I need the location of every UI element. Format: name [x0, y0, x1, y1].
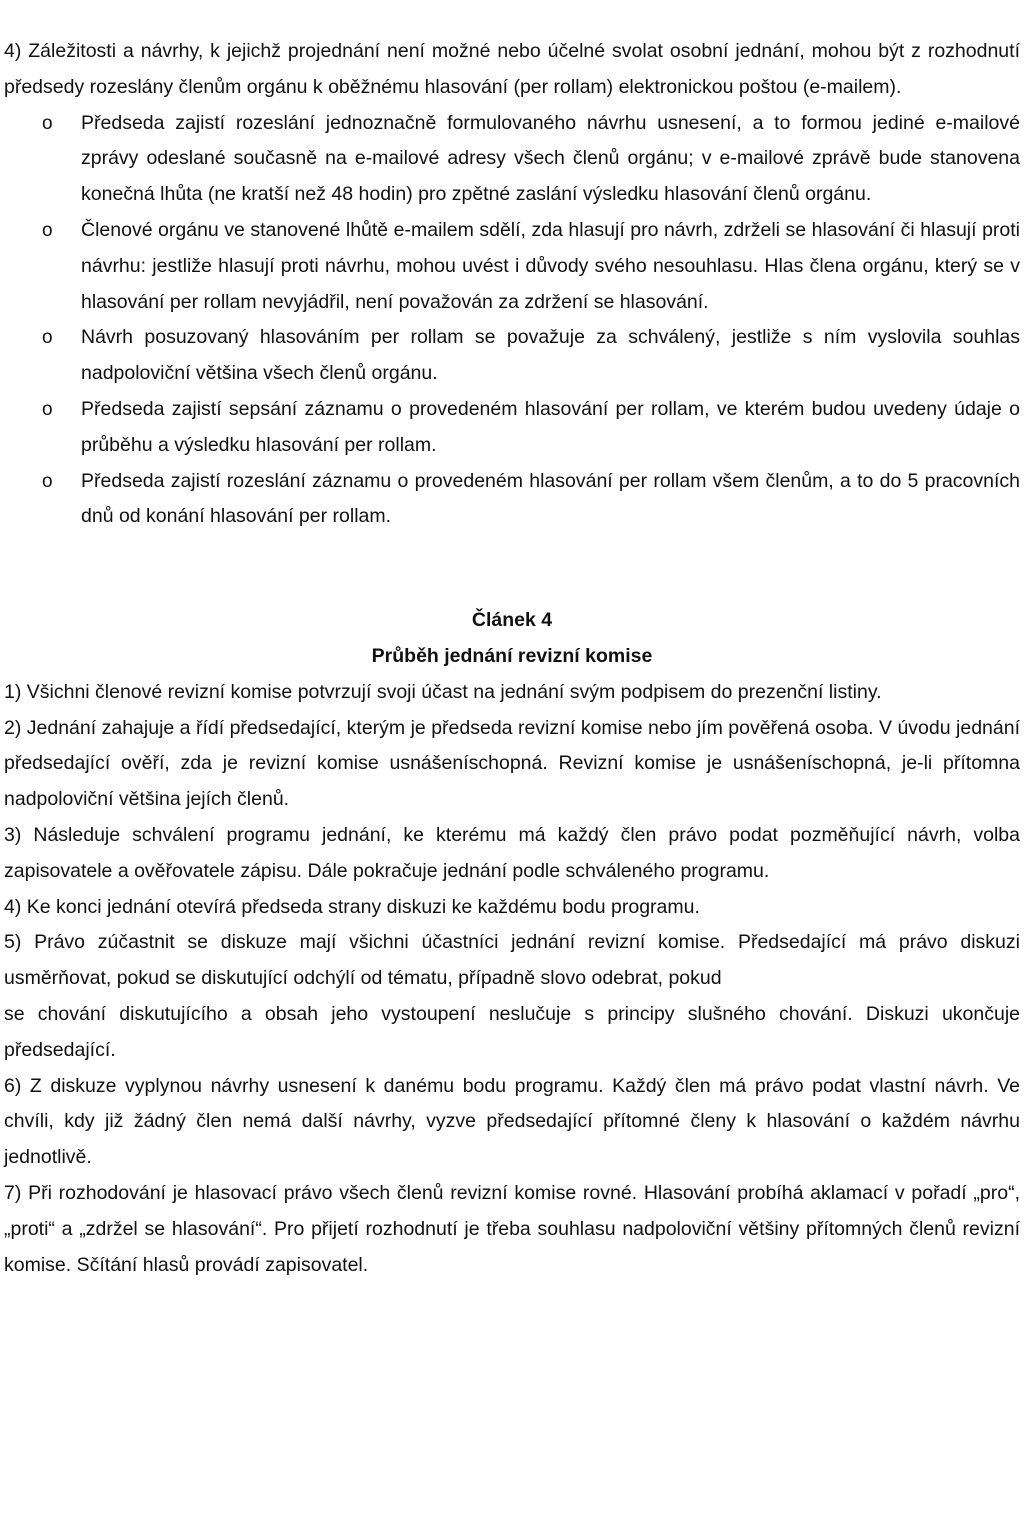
- bullet-text: Předseda zajistí rozeslání záznamu o provedeném hlasování per rollam všem členům, a to do 5 pracovních dnů od konání hlasování per rollam.: [81, 469, 1020, 528]
- article-paragraph-3: 3) Následuje schválení programu jednání, ke kterému má každý člen právo podat pozměňující návrh, volba zapisovatele a ověřovatele zápisu. Dále pokračuje jednání podle schváleného programu.: [4, 823, 1020, 882]
- article-number: Článek 4: [471, 609, 553, 632]
- bullet-item-3: [4, 320, 1020, 392]
- article-paragraph-6: 6) Z diskuze vyplynou návrhy usnesení k danému bodu programu. Každý člen má právo podat vlastní návrh. Ve chvíli, kdy již žádný člen nemá další návrhy, vyzve předsedající přítomné členy k hlasování o každém návrhu jednotlivě.: [4, 1074, 1020, 1169]
- bullet-text: Členové orgánu ve stanovené lhůtě e-mailem sdělí, zda hlasují pro návrh, zdrželi se hlasování či hlasují proti návrhu: jestliže hlasují proti návrhu, mohou uvést i důvody svého nesouhlasu. Hlas člena orgánu, který se v hlasování per rollam nevyjádřil, není považován za zdržení se hlasování.: [81, 218, 1020, 313]
- bullet-item-2: [4, 213, 1020, 320]
- document-page: [4, 34, 1020, 1283]
- article-paragraph-5: 5) Právo zúčastnit se diskuze mají všichni účastníci jednání revizní komise. Předsedající má právo diskuzi usměrňovat, pokud se diskutující odchýlí od tématu, případně slovo odebrat, pokud: [4, 931, 1020, 990]
- bullet-text: Předseda zajistí sepsání záznamu o provedeném hlasování per rollam, ve kterém budou uvedeny údaje o průběhu a výsledku hlasování per rollam.: [81, 397, 1020, 456]
- article-paragraph-1: 1) Všichni členové revizní komise potvrzují svoji účast na jednání svým podpisem do prezenční listiny.: [4, 680, 882, 703]
- bullet-symbol: o: [42, 112, 53, 134]
- bullet-symbol: o: [42, 219, 53, 241]
- bullet-text: Předseda zajistí rozeslání jednoznačně formulovaného návrhu usnesení, a to formou jediné e-mailové zprávy odeslané současně na e-mailové adresy všech členů orgánu; v e-mailové zprávě bude stanovena konečná lhůta (ne kratší než 48 hodin) pro zpětné zaslání výsledku hlasování členů orgánu.: [81, 111, 1020, 206]
- article-title: Průběh jednání revizní komise: [371, 644, 653, 667]
- bullet-item-1: [4, 106, 1020, 213]
- bullet-text: Návrh posuzovaný hlasováním per rollam se považuje za schválený, jestliže s ním vyslovila souhlas nadpoloviční většina všech členů orgánu.: [81, 326, 1020, 385]
- article-paragraph-2: 2) Jednání zahajuje a řídí předsedající, kterým je předseda revizní komise nebo jím pověřená osoba. V úvodu jednání předsedající ověří, zda je revizní komise usnášeníschopná. Revizní komise je usnášeníschopná, je-li přítomna nadpoloviční většina jejích členů.: [4, 716, 1020, 811]
- article-paragraph-5-continued: se chování diskutujícího a obsah jeho vystoupení neslučuje s principy slušného chování. Diskuzi ukončuje předsedající.: [4, 1002, 1020, 1061]
- bullet-symbol: o: [42, 327, 53, 349]
- article-paragraph-7: 7) Při rozhodování je hlasovací právo všech členů revizní komise rovné. Hlasování probíhá aklamací v pořadí „pro“, „proti“ a „zdržel se hlasování“. Pro přijetí rozhodnutí je třeba souhlasu nadpoloviční většiny přítomných členů revizní komise. Sčítání hlasů provádí zapisovatel.: [4, 1181, 1020, 1276]
- article-paragraph-4: 4) Ke konci jednání otevírá předseda strany diskuzi ke každému bodu programu.: [4, 895, 700, 918]
- per-rollam-bullet-list: [4, 106, 1020, 536]
- bullet-symbol: o: [42, 470, 53, 492]
- section-spacer: [4, 535, 1020, 603]
- bullet-symbol: o: [42, 398, 53, 420]
- bullet-item-5: [4, 464, 1020, 536]
- bullet-item-4: [4, 392, 1020, 464]
- paragraph-4-per-rollam: 4) Záležitosti a návrhy, k jejichž projednání není možné nebo účelné svolat osobní jednání, mohou být z rozhodnutí předsedy rozeslány členům orgánu k oběžnému hlasování (per rollam) elektronickou poštou (e-mailem).: [4, 40, 1020, 98]
